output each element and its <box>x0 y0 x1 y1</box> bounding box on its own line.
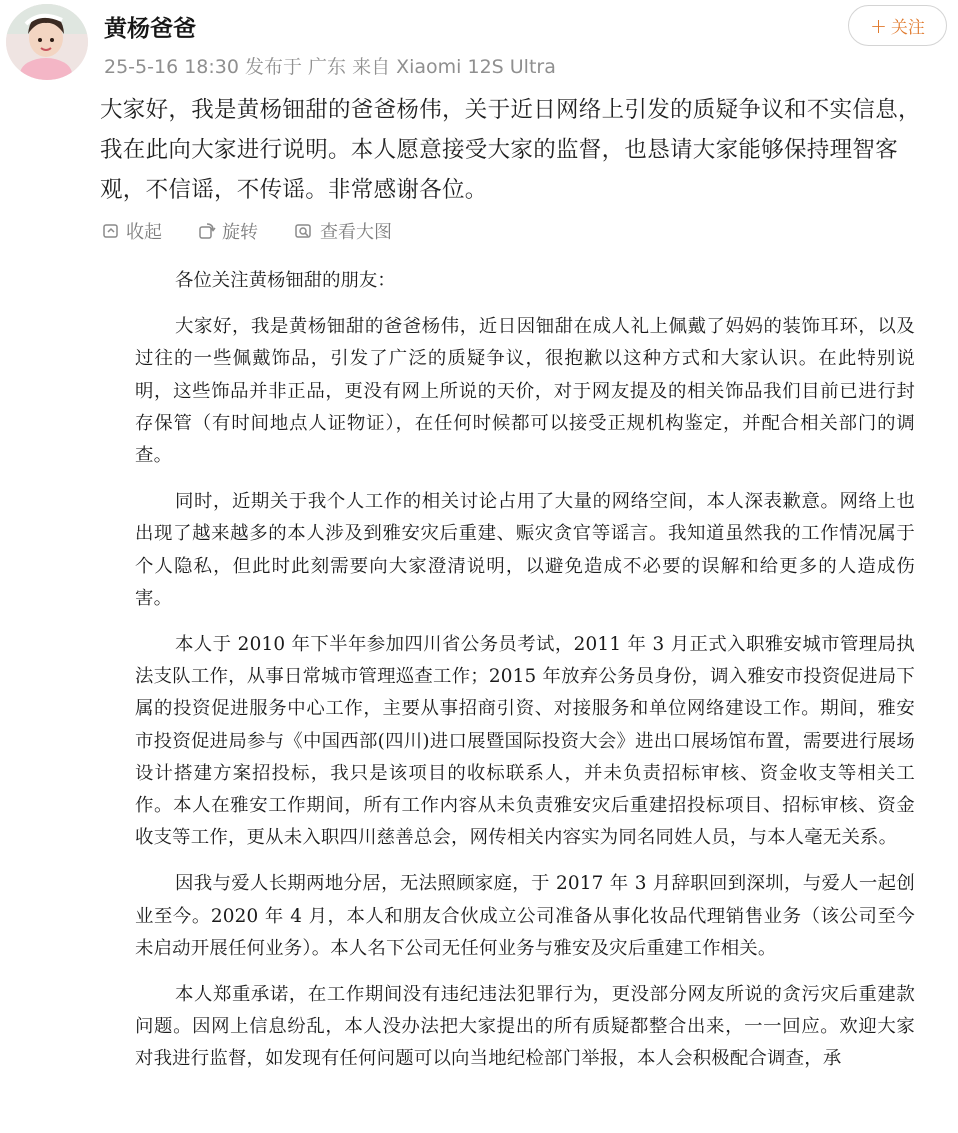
avatar[interactable] <box>6 4 88 80</box>
letter-paragraph: 大家好，我是黄杨钿甜的爸爸杨伟，近日因钿甜在成人礼上佩戴了妈妈的装饰耳环，以及过往的一些佩戴饰品，引发了广泛的质疑争议，很抱歉以这种方式和大家认识。在此特别说明，这些饰品并非正品，更没有网上所说的天价，对于网友提及的相关饰品我们目前已进行封存保管（有时间地点人证物证），在任何时候都可以接受正规机构鉴定，并配合相关部门的调查。 <box>135 316 915 467</box>
letter-paragraph: 因我与爱人长期两地分居，无法照顾家庭，于 2017 年 3 月辞职回到深圳，与爱人一起创业至今。2020 年 4 月，本人和朋友合伙成立公司准备从事化妆品代理销售业务（该公司至今未启动开展任何业务）。本人名下公司无任何业务与雅安及灾后重建工作相关。 <box>135 873 915 959</box>
collapse-label: 收起 <box>126 222 162 243</box>
follow-button[interactable] <box>848 5 947 46</box>
username[interactable]: 黄杨爸爸 <box>104 16 196 42</box>
view-large-button[interactable] <box>294 218 392 244</box>
letter-paragraph: 本人郑重承诺，在工作期间没有违纪违法犯罪行为，更没部分网友所说的贪污灾后重建款问题。因网上信息纷乱，本人没办法把大家提出的所有质疑都整合出来，一一回应。欢迎大家对我进行监督，如发现有任何问题可以向当地纪检部门举报，本人会积极配合调查，承 <box>135 984 915 1070</box>
letter-image[interactable] <box>135 265 915 1090</box>
rotate-label: 旋转 <box>222 222 258 243</box>
post-header <box>0 0 958 90</box>
plus-icon: + <box>870 13 887 38</box>
post-text: 大家好，我是黄杨钿甜的爸爸杨伟，关于近日网络上引发的质疑争议和不实信息，我在此向大家进行说明。本人愿意接受大家的监督，也恳请大家能够保持理智客观，不信谣，不传谣。非常感谢各位。 <box>100 97 921 203</box>
letter-paragraph: 同时，近期关于我个人工作的相关讨论占用了大量的网络空间，本人深表歉意。网络上也出现了越来越多的本人涉及到雅安灾后重建、赈灾贪官等谣言。我知道虽然我的工作情况属于个人隐私，但此时此刻需要向大家澄清说明，以避免造成不必要的误解和给更多的人造成伤害。 <box>135 491 915 609</box>
view-large-label: 查看大图 <box>320 222 392 243</box>
follow-label: 关注 <box>890 18 925 38</box>
rotate-button[interactable] <box>198 218 258 244</box>
post-meta: 25-5-16 18:30 发布于 广东 来自 Xiaomi 12S Ultra <box>104 56 556 78</box>
zoom-image-icon <box>294 222 314 240</box>
collapse-icon <box>102 222 120 240</box>
letter-paragraph: 本人于 2010 年下半年参加四川省公务员考试，2011 年 3 月正式入职雅安城市管理局执法支队工作，从事日常城市管理巡查工作；2015 年放弃公务员身份，调入雅安市投资促进局下属的投资促进服务中心工作，主要从事招商引资、对接服务和单位网络建设工作。期间，雅安市投资促进局参与《中国西部(四川)进口展暨国际投资大会》进出口展场馆布置，需要进行展场设计搭建方案招投标，我只是该项目的收标联系人，并未负责招标审核、资金收支等相关工作。本人在雅安工作期间，所有工作内容从未负责雅安灾后重建招投标项目、招标审核、资金收支等工作，更从未入职四川慈善总会，网传相关内容实为同名同姓人员，与本人毫无关系。 <box>135 634 915 849</box>
collapse-button[interactable] <box>102 218 162 244</box>
rotate-icon <box>198 222 216 240</box>
image-actions <box>102 216 428 246</box>
letter-greeting: 各位关注黄杨钿甜的朋友： <box>175 270 396 291</box>
